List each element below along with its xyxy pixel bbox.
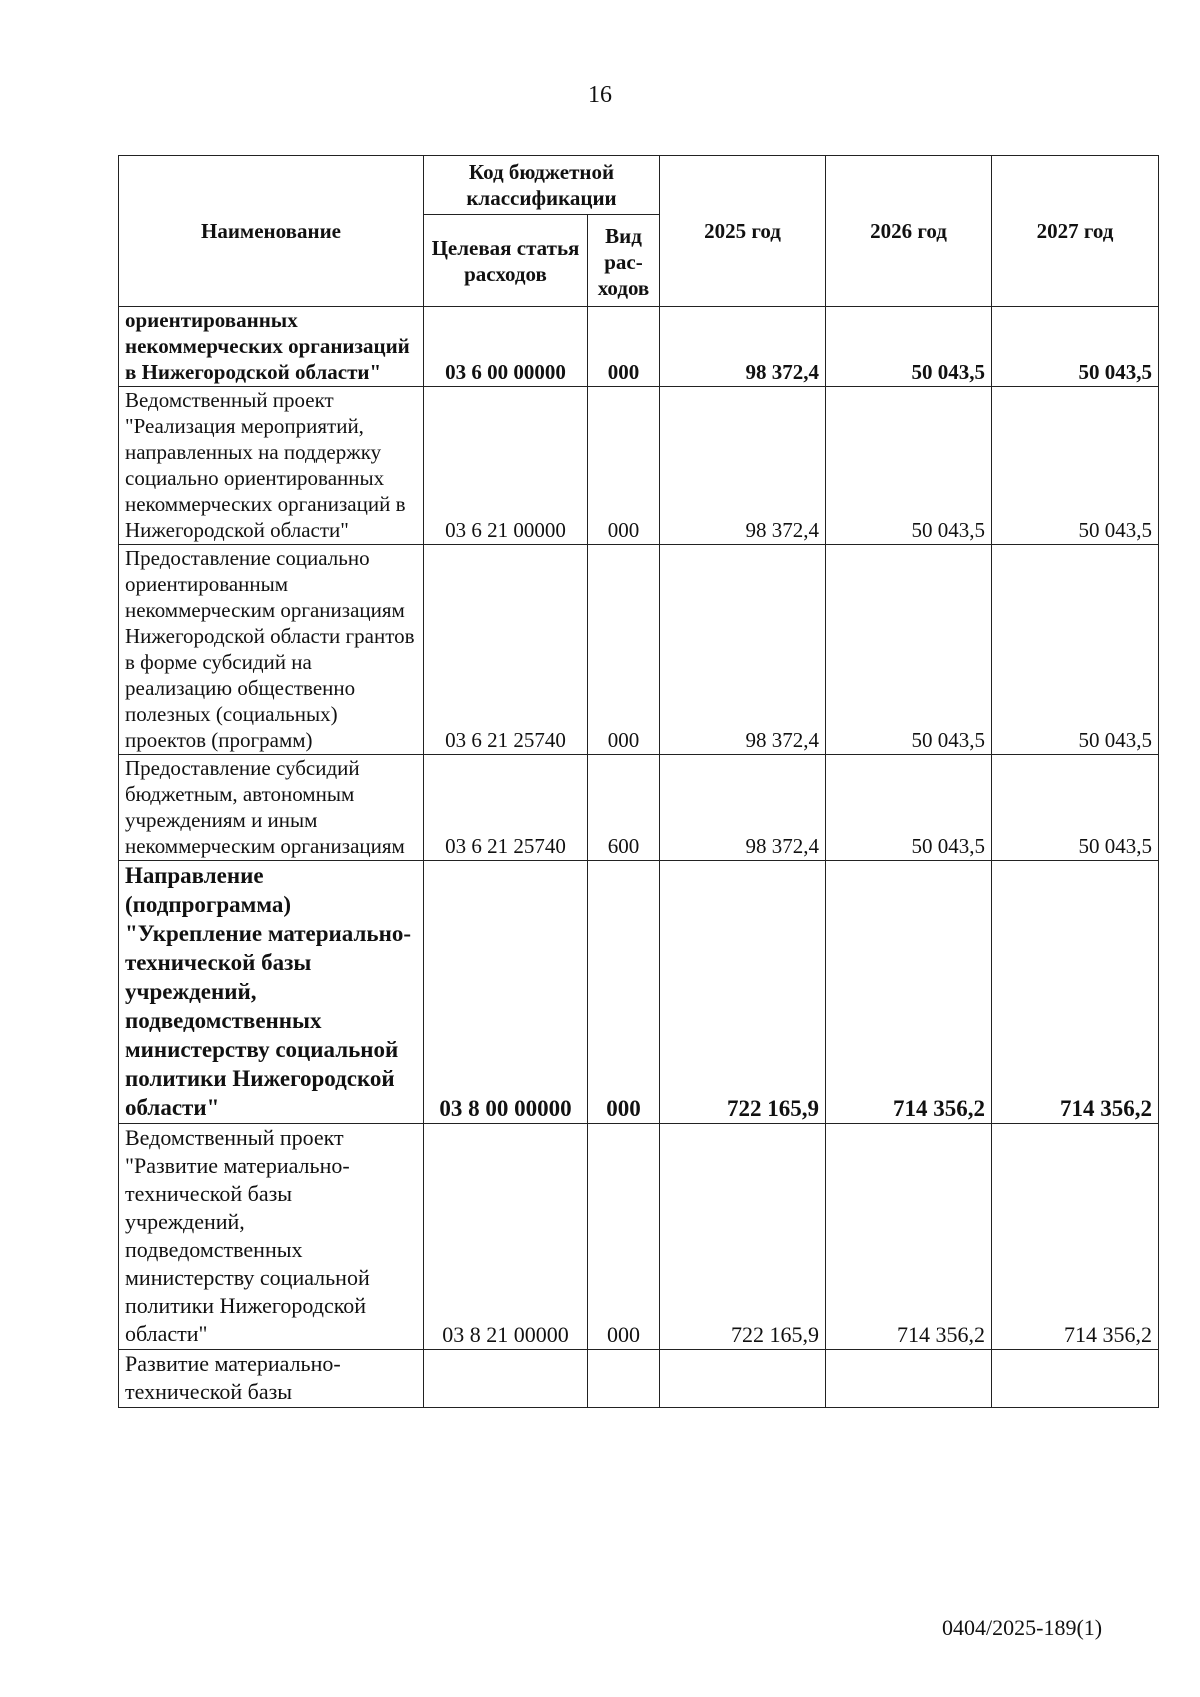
- row-value-2025: 98 372,4: [660, 755, 826, 861]
- row-value-2025: 722 165,9: [660, 1124, 826, 1350]
- row-expense-kind: 000: [588, 861, 660, 1124]
- row-value-2027: [992, 1350, 1159, 1408]
- row-name: ориентированных некоммерческих организаций в Нижегородской области": [119, 307, 424, 387]
- document-code: 0404/2025-189(1): [942, 1615, 1103, 1640]
- row-target-article: 03 6 21 25740: [424, 545, 588, 755]
- row-target-article: [424, 1350, 588, 1408]
- row-expense-kind: [588, 1350, 660, 1408]
- row-target-article: 03 8 21 00000: [424, 1124, 588, 1350]
- row-expense-kind: 000: [588, 1124, 660, 1350]
- row-target-article: 03 6 00 00000: [424, 307, 588, 387]
- row-value-2025: 98 372,4: [660, 545, 826, 755]
- row-name: Ведомственный проект "Развитие материально-технической базы учреждений, подведомственных министерству социальной политики Нижегородской области": [119, 1124, 424, 1350]
- row-expense-kind: 000: [588, 387, 660, 545]
- row-target-article: 03 6 21 00000: [424, 387, 588, 545]
- table-row: [119, 755, 1159, 861]
- row-target-article: 03 6 21 25740: [424, 755, 588, 861]
- row-value-2026: 714 356,2: [826, 1124, 992, 1350]
- row-name: Развитие материально-технической базы: [119, 1350, 424, 1408]
- row-name: Предоставление социально ориентированным некоммерческим организациям Нижегородской области грантов в форме субсидий на реализацию общественно полезных (социальных) проектов (программ): [119, 545, 424, 755]
- row-value-2025: 98 372,4: [660, 387, 826, 545]
- table-row: [119, 307, 1159, 387]
- table-row: [119, 545, 1159, 755]
- row-value-2026: 50 043,5: [826, 755, 992, 861]
- row-value-2026: 50 043,5: [826, 545, 992, 755]
- page-number: 16: [588, 82, 612, 108]
- row-value-2027: 50 043,5: [992, 387, 1159, 545]
- row-value-2025: [660, 1350, 826, 1408]
- row-name: Ведомственный проект "Реализация мероприятий, направленных на поддержку социально ориентированных некоммерческих организаций в Нижегородской области": [119, 387, 424, 545]
- budget-table: [118, 155, 1159, 1408]
- row-value-2027: 50 043,5: [992, 755, 1159, 861]
- header-code-group: Код бюджетной классификации: [424, 156, 660, 215]
- row-value-2027: 50 043,5: [992, 545, 1159, 755]
- row-value-2027: 714 356,2: [992, 861, 1159, 1124]
- row-expense-kind: 000: [588, 307, 660, 387]
- row-value-2026: 50 043,5: [826, 387, 992, 545]
- header-name: Наименование: [119, 156, 424, 307]
- table-row: [119, 1124, 1159, 1350]
- row-value-2026: [826, 1350, 992, 1408]
- header-year-2026: 2026 год: [826, 156, 992, 307]
- row-target-article: 03 8 00 00000: [424, 861, 588, 1124]
- row-expense-kind: 000: [588, 545, 660, 755]
- row-value-2026: 50 043,5: [826, 307, 992, 387]
- row-value-2027: 714 356,2: [992, 1124, 1159, 1350]
- row-value-2026: 714 356,2: [826, 861, 992, 1124]
- header-year-2025: 2025 год: [660, 156, 826, 307]
- header-year-2027: 2027 год: [992, 156, 1159, 307]
- row-value-2025: 722 165,9: [660, 861, 826, 1124]
- table-row: [119, 387, 1159, 545]
- table-row: [119, 1350, 1159, 1408]
- row-expense-kind: 600: [588, 755, 660, 861]
- row-value-2025: 98 372,4: [660, 307, 826, 387]
- row-value-2027: 50 043,5: [992, 307, 1159, 387]
- header-target-article: Целевая статья расходов: [424, 215, 588, 307]
- row-name: Направление (подпрограмма) "Укрепление материально-технической базы учреждений, подведомственных министерству социальной политики Нижегородской области": [119, 861, 424, 1124]
- header-expense-kind: Вид рас-ходов: [588, 215, 660, 307]
- row-name: Предоставление субсидий бюджетным, автономным учреждениям и иным некоммерческим организациям: [119, 755, 424, 861]
- table-row: [119, 861, 1159, 1124]
